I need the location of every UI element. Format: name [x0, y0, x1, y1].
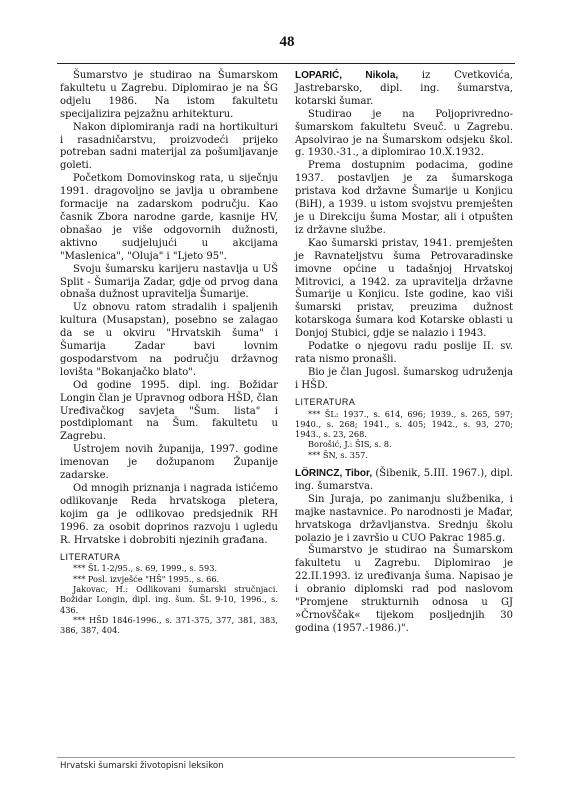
literature-item: Borošić, J.: ŠIS, s. 8. — [308, 439, 392, 450]
paragraph: Sin Juraja, po zanimanju službenika, i majke nastavnice. Po narodnosti je Mađar, hrvatskoga državljanstva. Srednju školu polazio je i završio u CUO Pakrac 1985.g. — [295, 493, 513, 544]
literature-heading: LITERATURA — [295, 396, 356, 407]
paragraph: Podatke o njegovu radu poslije II. sv. rata nismo pronašli. — [295, 341, 513, 365]
entry-heading — [295, 70, 513, 109]
paragraph: Početkom Domovinskog rata, u siječnju 1991. dragovoljno se javlja u obrambene formacije na zadarskom području. Kao časnik Zbora narodne garde, kasnije HV, obnašao je više odgovornih dužnosti, aktivno sudjelujući u akcijama "Maslenica", "Oluja" i "Ljeto 95". — [60, 173, 278, 262]
paragraph: Šumarstvo je studirao na Šumarskom fakultetu u Zagrebu. Diplomirao je 22.II.1993. iz uređivanja šuma. Napisao je i obranio diplomski rad pod naslovom "Promjene strukturnih odnosa u GJ »Črnovščak« tijekom posljednjih 30 godina (1957.-1986.)". — [295, 545, 513, 634]
paragraph: Šumarstvo je studirao na Šumarskom fakultetu u Zagrebu. Diplomirao je na ŠG odjelu 1986. Na istom fakultetu specijalizira pejzažnu arhitekturu. — [60, 70, 278, 120]
entry-intro: iz Cvetkovića, Jastrebarsko, dipl. ing. šumarstva, kotarski šumar. — [295, 70, 513, 107]
literature-item: *** ŠL: 1937., s. 614, 696; 1939., s. 265, 597; 1940., s. 268; 1941., s. 405; 1942., s. 93, 270; 1943., s. 23, 268. — [295, 408, 513, 440]
literature-item: *** Posl. izvješće "HŠ" 1995., s. 66. — [73, 573, 220, 584]
entry-intro: (Šibenik, 5.III. 1967.), dipl. ing. šumarstva. — [295, 468, 513, 492]
literature-item: *** HŠD 1846-1996., s. 371-375, 377, 381, 383, 386, 387, 404. — [60, 614, 278, 636]
paragraph: Prema dostupnim podacima, godine 1937. postavljen je za šumarskoga pristava kod državne Šumarije u Konjicu (BiH), a 1939. u istom svojstvu premješten je u Direkciju šuma Mostar, ali i otpušten iz državne službe. — [295, 160, 513, 236]
paragraph: Ustrojem novih županija, 1997. godine imenovan je dožupanom Županije zadarske. — [60, 444, 278, 482]
paragraph: Svoju šumarsku karijeru nastavlja u UŠ Split - Šumarija Zadar, gdje od prvog dana obnaša dužnost upravitelja Šumarije. — [60, 263, 278, 301]
entry-heading — [295, 468, 513, 494]
entry-name: LOPARIĆ, Nikola, — [295, 70, 399, 81]
page-number: 48 — [279, 34, 295, 50]
paragraph: Od godine 1995. dipl. ing. Božidar Longin član je Upravnog odbora HŠD, član Uređivačkog savjeta "Šum. lista" i postdiplomant na Šum. fakultetu u Zagrebu. — [60, 379, 278, 443]
literature-heading: LITERATURA — [60, 551, 121, 562]
paragraph: Nakon diplomiranja radi na hortikulturi i rasadničarstvu, proizvodeći prijeko potreban sadni materijal za pošumljavanje goleti. — [60, 121, 278, 172]
literature-item: *** ŠN, s. 357. — [308, 449, 368, 460]
literature-item: *** ŠL 1-2/95., s. 69, 1999., s. 593. — [73, 563, 218, 574]
paragraph: Studirao je na Poljoprivredno-šumarskom fakultetu Sveuč. u Zagrebu. Apsolvirao je na Šumarskom odsjeku škol. g. 1930.-31., a diplomirao 10.X.1932. — [295, 108, 513, 159]
left-column — [60, 70, 278, 636]
paragraph: Kao šumarski pristav, 1941. premješten je Ravnateljstvu šuma Petrovaradinske imovne općine u tadašnjoj Hrvatskoj Mitrovici, a 1942. za upravitelja državne Šumarije u Konjicu. Iste godine, kao viši šumarski pristav, preuzima dužnost kotarskoga šumara kod Kotarske oblasti u Donjoj Stubici, gdje se nalazio i 1943. — [295, 237, 513, 340]
spacer — [295, 460, 513, 468]
right-column — [295, 70, 513, 636]
paragraph: Od mnogih priznanja i nagrada istićemo odlikovanje Reda hrvatskoga pletera, kojim ga je odlikovao predsjednik RH 1996. za osobit doprinos razvoju i ugledu R. Hrvatske i dobrobiti njezinih građana. — [60, 483, 278, 546]
top-rule — [57, 63, 515, 64]
footer: Hrvatski šumarski životopisni leksikon — [60, 761, 224, 771]
entry-name: LÖRINCZ, Tibor, — [295, 468, 373, 480]
literature-item: Jakovac, H.: Odlikovani šumarski stručnjaci. Božidar Longin, dipl. ing. šum. ŠL 9-10, 1996., s. 436. — [60, 584, 278, 615]
paragraph: Uz obnovu ratom stradalih i spaljenih kultura (Musapstan), posebno se zalagao da se u okviru "Hrvatskih šuma" i Šumarija Zadar bavi lovnim gospodarstvom na području državnog lovišta "Bokanjačko blato". — [60, 302, 278, 378]
paragraph: Bio je član Jugosl. šumarskog udruženja i HŠD. — [295, 366, 513, 391]
bottom-rule — [57, 757, 515, 758]
